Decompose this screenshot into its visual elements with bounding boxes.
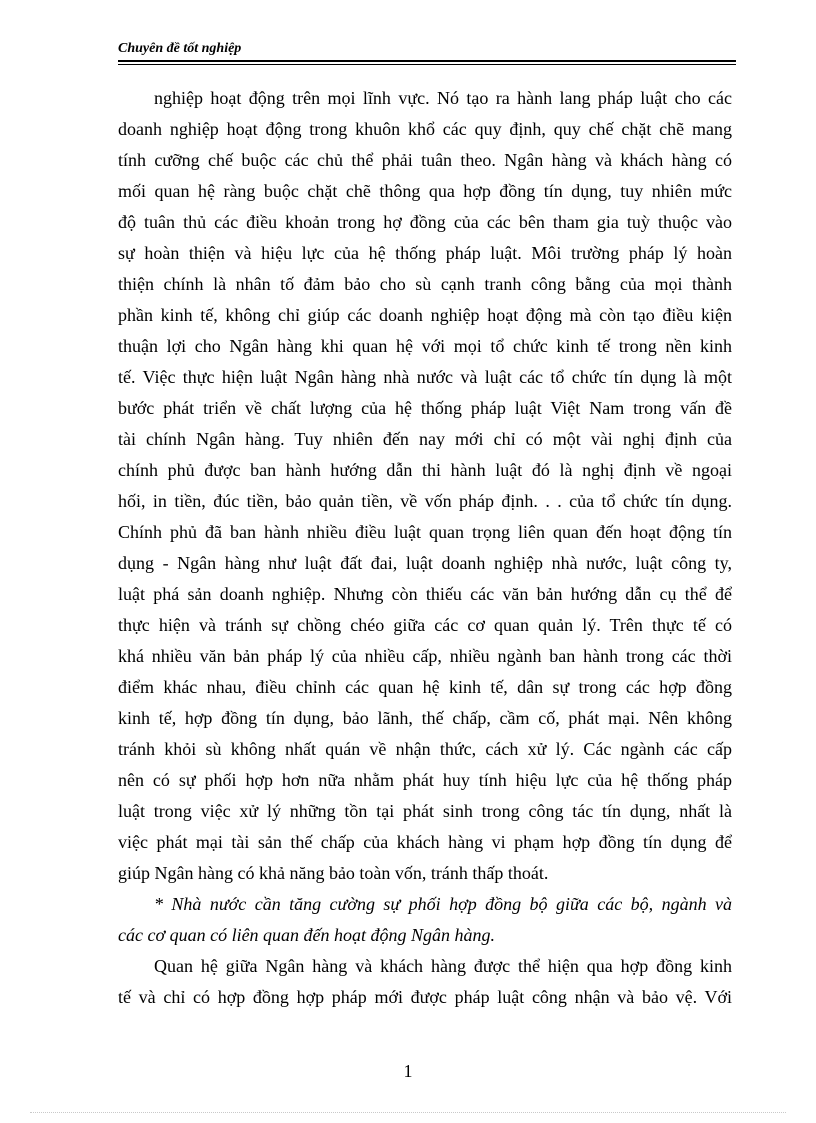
paragraph-line: điểm khác nhau, điều chỉnh các quan hệ kinh tế, dân sự trong các hợp đồng	[118, 677, 732, 697]
paragraph-line: độ tuân thủ các điều khoản trong hợ đồng của các bên tham gia tuỳ thuộc vào	[118, 212, 732, 232]
paragraph-line: phần kinh tế, không chỉ giúp các doanh nghiệp hoạt động mà còn tạo điều kiện	[118, 305, 732, 325]
italic-heading-line: các cơ quan có liên quan đến hoạt động Ngân hàng.	[118, 925, 496, 945]
page-body	[118, 83, 732, 1013]
paragraph-line: luật phá sản doanh nghiệp. Nhưng còn thiếu các văn bản hướng dẫn cụ thể để	[118, 584, 732, 604]
paragraph-line: khá nhiều văn bản pháp lý của nhiều cấp, nhiều ngành ban hành trong các thời	[118, 646, 732, 666]
paragraph-line: tế và chỉ có hợp đồng hợp pháp mới được pháp luật công nhận và bảo vệ. Với	[118, 987, 732, 1007]
header-title: Chuyên đề tốt nghiệp	[118, 41, 242, 56]
page-number: 1	[403, 1061, 413, 1081]
paragraph-line: hối, in tiền, đúc tiền, bảo quản tiền, về vốn pháp định. . . của tổ chức tín dụng.	[118, 491, 732, 511]
paragraph-line: tài chính Ngân hàng. Tuy nhiên đến nay mới chỉ có một vài nghị định của	[118, 429, 732, 449]
header-rule-thick	[118, 60, 736, 62]
paragraph-line: mối quan hệ ràng buộc chặt chẽ thông qua hợp đồng tín dụng, tuy nhiên mức	[118, 181, 732, 201]
paragraph-line: tránh khỏi sù không nhất quán về nhận thức, cách xử lý. Các ngành các cấp	[118, 739, 732, 759]
paragraph-line: bước phát triển về chất lượng của hệ thống pháp luật Việt Nam trong vấn đề	[118, 398, 732, 418]
paragraph-line: việc phát mại tài sản thế chấp của khách hàng vi phạm hợp đồng tín dụng để	[118, 832, 732, 852]
paragraph-line: dụng - Ngân hàng như luật đất đai, luật doanh nghiệp nhà nước, luật công ty,	[118, 553, 732, 573]
paragraph-line: doanh nghiệp hoạt động trong khuôn khổ các quy định, quy chế chặt chẽ mang	[118, 119, 732, 139]
paragraph-line: thực hiện và tránh sự chồng chéo giữa các cơ quan quản lý. Trên thực tế có	[118, 615, 732, 635]
footer-divider	[30, 1112, 786, 1113]
paragraph-line: tính cưỡng chế buộc các chủ thể phải tuân theo. Ngân hàng và khách hàng có	[118, 150, 732, 170]
paragraph-line: nghiệp hoạt động trên mọi lĩnh vực. Nó tạo ra hành lang pháp luật cho các	[154, 88, 732, 108]
italic-heading-line: * Nhà nước cần tăng cường sự phối hợp đồng bộ giữa các bộ, ngành và	[154, 894, 732, 914]
paragraph-line: chính phủ được ban hành hướng dẫn thi hành luật đó là nghị định về ngoại	[118, 460, 732, 480]
paragraph-line: Quan hệ giữa Ngân hàng và khách hàng được thể hiện qua hợp đồng kinh	[154, 956, 732, 976]
paragraph-line: thiện chính là nhân tố đảm bảo cho sù cạnh tranh công bằng của mọi thành	[118, 274, 732, 294]
paragraph-line: giúp Ngân hàng có khả năng bảo toàn vốn, tránh thấp thoát.	[118, 863, 549, 883]
paragraph-line: sự hoàn thiện và hiệu lực của hệ thống pháp luật. Môi trường pháp lý hoàn	[118, 243, 732, 263]
paragraph-line: nên có sự phối hợp hơn nữa nhằm phát huy tính hiệu lực của hệ thống pháp	[118, 770, 732, 790]
paragraph-line: tế. Việc thực hiện luật Ngân hàng nhà nước và luật các tổ chức tín dụng là một	[118, 367, 732, 387]
header-rule-thin	[118, 64, 736, 65]
page-header	[118, 40, 736, 58]
paragraph-line: luật trong việc xử lý những tồn tại phát sinh trong công tác tín dụng, nhất là	[118, 801, 732, 821]
paragraph-line: thuận lợi cho Ngân hàng khi quan hệ với mọi tổ chức kinh tế trong nền kinh	[118, 336, 732, 356]
paragraph-line: Chính phủ đã ban hành nhiều điều luật quan trọng liên quan đến hoạt động tín	[118, 522, 732, 542]
paragraph-line: kinh tế, hợp đồng tín dụng, bảo lãnh, thế chấp, cầm cố, phát mại. Nên không	[118, 708, 732, 728]
